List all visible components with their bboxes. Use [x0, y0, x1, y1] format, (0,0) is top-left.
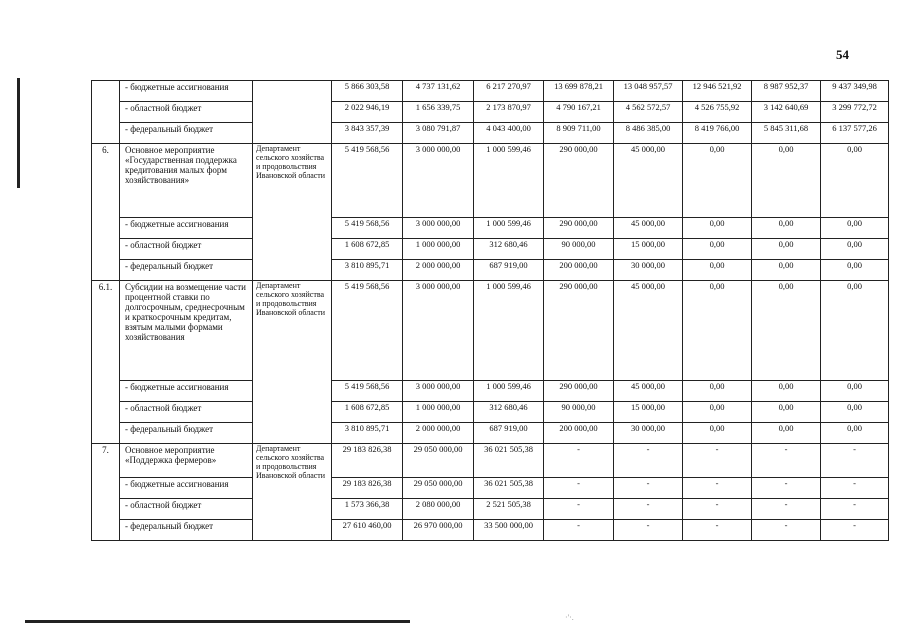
- amount-cell: 5 866 303,58: [332, 81, 403, 102]
- amount-cell: 33 500 000,00: [474, 520, 544, 541]
- amount-cell: 15 000,00: [614, 402, 683, 423]
- activity-name-cell: - федеральный бюджет: [120, 123, 253, 144]
- amount-cell: -: [683, 444, 752, 478]
- amount-cell: 30 000,00: [614, 423, 683, 444]
- amount-cell: 5 419 568,56: [332, 381, 403, 402]
- scan-margin-bar: [17, 78, 20, 188]
- amount-cell: 2 022 946,19: [332, 102, 403, 123]
- amount-cell: 312 680,46: [474, 239, 544, 260]
- amount-cell: -: [752, 499, 821, 520]
- amount-cell: 29 183 826,38: [332, 444, 403, 478]
- amount-cell: 3 843 357,39: [332, 123, 403, 144]
- bottom-rule: [25, 620, 410, 623]
- amount-cell: 2 080 000,00: [403, 499, 474, 520]
- activity-name-cell: - федеральный бюджет: [120, 520, 253, 541]
- amount-cell: 2 173 870,97: [474, 102, 544, 123]
- amount-cell: 0,00: [683, 423, 752, 444]
- amount-cell: 3 000 000,00: [403, 144, 474, 218]
- amount-cell: 2 521 505,38: [474, 499, 544, 520]
- amount-cell: 4 043 400,00: [474, 123, 544, 144]
- amount-cell: 0,00: [752, 239, 821, 260]
- activity-name-cell: - федеральный бюджет: [120, 423, 253, 444]
- amount-cell: 30 000,00: [614, 260, 683, 281]
- table-row: [92, 81, 889, 102]
- amount-cell: 13 699 878,21: [544, 81, 614, 102]
- row-number-cell: 7.: [92, 444, 120, 541]
- amount-cell: -: [544, 520, 614, 541]
- table-row: [92, 281, 889, 381]
- scan-mark: ·'·.: [565, 613, 574, 622]
- amount-cell: 8 987 952,37: [752, 81, 821, 102]
- activity-name-cell: - бюджетные ассигнования: [120, 81, 253, 102]
- amount-cell: 29 050 000,00: [403, 444, 474, 478]
- amount-cell: 3 080 791,87: [403, 123, 474, 144]
- amount-cell: 1 573 366,38: [332, 499, 403, 520]
- activity-name-cell: - федеральный бюджет: [120, 260, 253, 281]
- amount-cell: 1 000 599,46: [474, 144, 544, 218]
- amount-cell: 0,00: [821, 423, 889, 444]
- amount-cell: 36 021 505,38: [474, 478, 544, 499]
- amount-cell: 0,00: [821, 144, 889, 218]
- amount-cell: 0,00: [821, 260, 889, 281]
- amount-cell: 0,00: [752, 381, 821, 402]
- table-row: [92, 381, 889, 402]
- amount-cell: 1 000 599,46: [474, 218, 544, 239]
- activity-name-cell: Основное мероприятие «Государственная поддержка кредитования малых форм хозяйствования»: [120, 144, 253, 218]
- amount-cell: 4 562 572,57: [614, 102, 683, 123]
- amount-cell: 0,00: [683, 218, 752, 239]
- budget-table: [91, 80, 889, 541]
- amount-cell: 0,00: [821, 218, 889, 239]
- row-number-cell: 6.: [92, 144, 120, 281]
- amount-cell: 0,00: [752, 144, 821, 218]
- amount-cell: -: [821, 444, 889, 478]
- table-row: [92, 239, 889, 260]
- amount-cell: -: [752, 520, 821, 541]
- amount-cell: 290 000,00: [544, 218, 614, 239]
- amount-cell: 1 000 000,00: [403, 402, 474, 423]
- amount-cell: -: [821, 520, 889, 541]
- amount-cell: 3 810 895,71: [332, 260, 403, 281]
- amount-cell: 3 299 772,72: [821, 102, 889, 123]
- amount-cell: 90 000,00: [544, 402, 614, 423]
- table-row: [92, 402, 889, 423]
- amount-cell: 9 437 349,98: [821, 81, 889, 102]
- amount-cell: 4 790 167,21: [544, 102, 614, 123]
- amount-cell: 0,00: [821, 281, 889, 381]
- amount-cell: 4 526 755,92: [683, 102, 752, 123]
- amount-cell: 200 000,00: [544, 423, 614, 444]
- amount-cell: 312 680,46: [474, 402, 544, 423]
- amount-cell: 0,00: [752, 402, 821, 423]
- amount-cell: 0,00: [752, 423, 821, 444]
- amount-cell: -: [614, 499, 683, 520]
- amount-cell: -: [614, 520, 683, 541]
- amount-cell: 1 000 599,46: [474, 281, 544, 381]
- amount-cell: 6 137 577,26: [821, 123, 889, 144]
- amount-cell: 45 000,00: [614, 144, 683, 218]
- amount-cell: -: [544, 478, 614, 499]
- amount-cell: 0,00: [683, 239, 752, 260]
- executor-cell: Департамент сельского хозяйства и продовольствия Ивановской области: [253, 281, 332, 444]
- table-row: [92, 444, 889, 478]
- activity-name-cell: Основное мероприятие «Поддержка фермеров»: [120, 444, 253, 478]
- amount-cell: 0,00: [821, 402, 889, 423]
- amount-cell: 3 142 640,69: [752, 102, 821, 123]
- row-number-cell: 6.1.: [92, 281, 120, 444]
- amount-cell: 0,00: [683, 381, 752, 402]
- amount-cell: -: [544, 499, 614, 520]
- amount-cell: 15 000,00: [614, 239, 683, 260]
- activity-name-cell: - бюджетные ассигнования: [120, 478, 253, 499]
- amount-cell: 3 000 000,00: [403, 281, 474, 381]
- amount-cell: 90 000,00: [544, 239, 614, 260]
- amount-cell: 0,00: [752, 260, 821, 281]
- activity-name-cell: - областной бюджет: [120, 402, 253, 423]
- amount-cell: 8 486 385,00: [614, 123, 683, 144]
- amount-cell: 0,00: [683, 281, 752, 381]
- amount-cell: -: [821, 499, 889, 520]
- amount-cell: 1 656 339,75: [403, 102, 474, 123]
- amount-cell: -: [683, 499, 752, 520]
- row-number-cell: [92, 81, 120, 144]
- amount-cell: -: [752, 478, 821, 499]
- table-row: [92, 478, 889, 499]
- amount-cell: 200 000,00: [544, 260, 614, 281]
- amount-cell: 6 217 270,97: [474, 81, 544, 102]
- amount-cell: -: [752, 444, 821, 478]
- amount-cell: -: [683, 478, 752, 499]
- activity-name-cell: - областной бюджет: [120, 102, 253, 123]
- executor-cell: Департамент сельского хозяйства и продовольствия Ивановской области: [253, 144, 332, 281]
- amount-cell: -: [544, 444, 614, 478]
- amount-cell: 2 000 000,00: [403, 260, 474, 281]
- amount-cell: 1 608 672,85: [332, 402, 403, 423]
- amount-cell: 3 810 895,71: [332, 423, 403, 444]
- table-row: [92, 218, 889, 239]
- amount-cell: 29 050 000,00: [403, 478, 474, 499]
- amount-cell: 0,00: [683, 144, 752, 218]
- amount-cell: 3 000 000,00: [403, 381, 474, 402]
- table-row: [92, 499, 889, 520]
- amount-cell: 12 946 521,92: [683, 81, 752, 102]
- activity-name-cell: - областной бюджет: [120, 239, 253, 260]
- amount-cell: 8 909 711,00: [544, 123, 614, 144]
- executor-cell: Департамент сельского хозяйства и продовольствия Ивановской области: [253, 444, 332, 541]
- amount-cell: 0,00: [683, 402, 752, 423]
- activity-name-cell: Субсидии на возмещение части процентной ставки по долгосрочным, среднесрочным и краткосрочным кредитам, взятым малыми формами хозяйствования: [120, 281, 253, 381]
- amount-cell: 290 000,00: [544, 381, 614, 402]
- amount-cell: 26 970 000,00: [403, 520, 474, 541]
- amount-cell: 5 419 568,56: [332, 144, 403, 218]
- amount-cell: 8 419 766,00: [683, 123, 752, 144]
- amount-cell: 27 610 460,00: [332, 520, 403, 541]
- amount-cell: 36 021 505,38: [474, 444, 544, 478]
- amount-cell: 2 000 000,00: [403, 423, 474, 444]
- activity-name-cell: - областной бюджет: [120, 499, 253, 520]
- amount-cell: 290 000,00: [544, 144, 614, 218]
- amount-cell: 45 000,00: [614, 281, 683, 381]
- amount-cell: -: [614, 478, 683, 499]
- activity-name-cell: - бюджетные ассигнования: [120, 381, 253, 402]
- page-number: 54: [836, 47, 849, 62]
- amount-cell: -: [614, 444, 683, 478]
- amount-cell: 0,00: [752, 218, 821, 239]
- table-row: [92, 123, 889, 144]
- table-row: [92, 520, 889, 541]
- amount-cell: 1 608 672,85: [332, 239, 403, 260]
- amount-cell: 45 000,00: [614, 381, 683, 402]
- table-row: [92, 260, 889, 281]
- amount-cell: 0,00: [752, 281, 821, 381]
- amount-cell: 687 919,00: [474, 423, 544, 444]
- amount-cell: 0,00: [683, 260, 752, 281]
- amount-cell: 687 919,00: [474, 260, 544, 281]
- amount-cell: 0,00: [821, 239, 889, 260]
- amount-cell: 5 419 568,56: [332, 281, 403, 381]
- table-row: [92, 423, 889, 444]
- amount-cell: 1 000 000,00: [403, 239, 474, 260]
- executor-cell: [253, 81, 332, 144]
- activity-name-cell: - бюджетные ассигнования: [120, 218, 253, 239]
- amount-cell: 4 737 131,62: [403, 81, 474, 102]
- amount-cell: 1 000 599,46: [474, 381, 544, 402]
- amount-cell: 13 048 957,57: [614, 81, 683, 102]
- amount-cell: 290 000,00: [544, 281, 614, 381]
- amount-cell: 0,00: [821, 381, 889, 402]
- amount-cell: 29 183 826,38: [332, 478, 403, 499]
- amount-cell: 5 845 311,68: [752, 123, 821, 144]
- amount-cell: 45 000,00: [614, 218, 683, 239]
- amount-cell: 3 000 000,00: [403, 218, 474, 239]
- amount-cell: -: [683, 520, 752, 541]
- table-row: [92, 144, 889, 218]
- amount-cell: 5 419 568,56: [332, 218, 403, 239]
- table-row: [92, 102, 889, 123]
- amount-cell: -: [821, 478, 889, 499]
